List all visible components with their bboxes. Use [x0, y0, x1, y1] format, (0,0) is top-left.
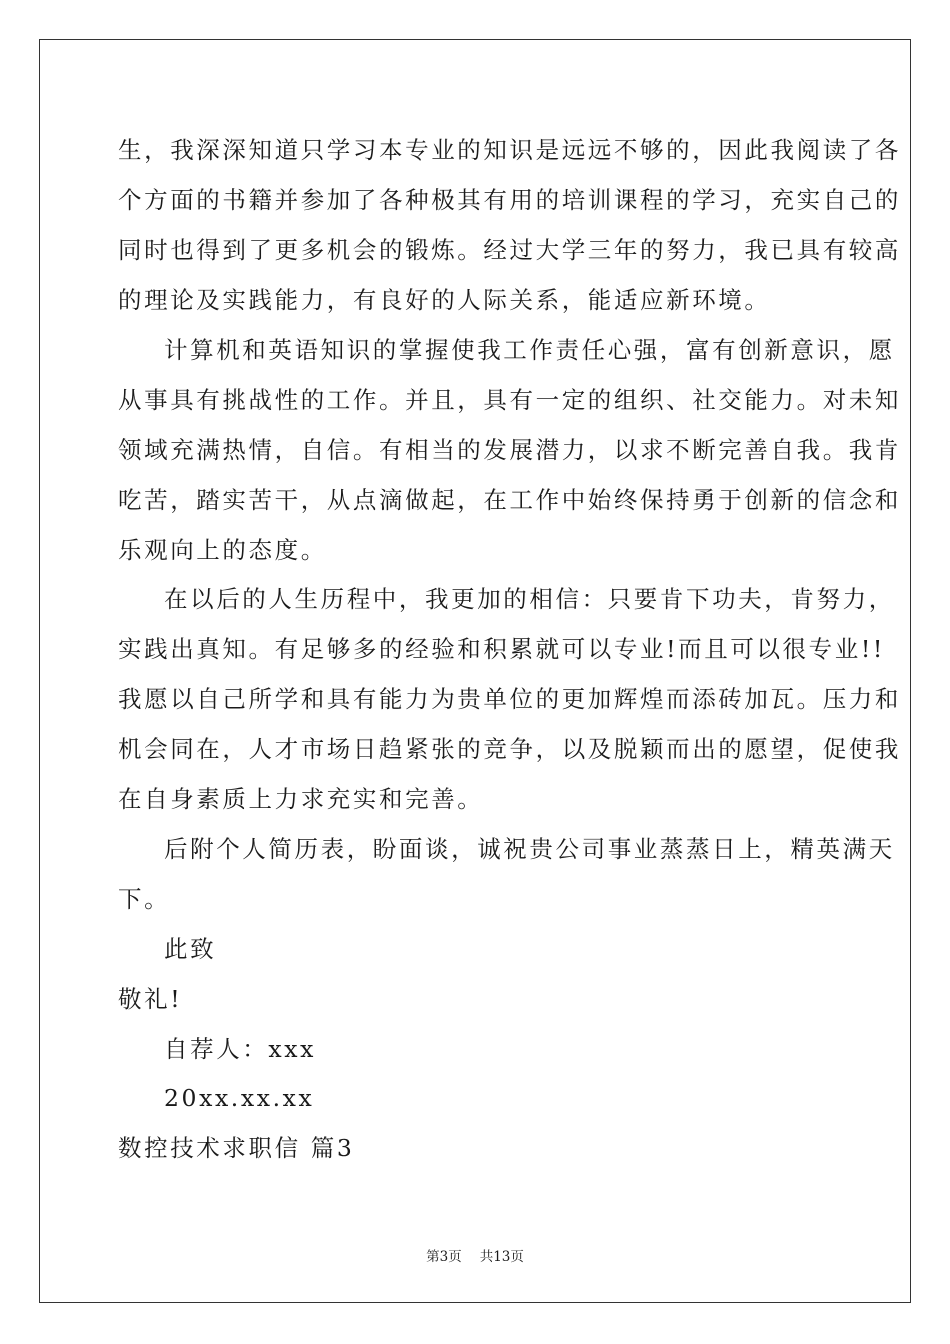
paragraph-line: 在以后的人生历程中，我更加的相信：只要肯下功夫，肯努力，	[164, 585, 895, 613]
date-line: 20xx.xx.xx	[164, 1084, 315, 1112]
paragraph-line: 生，我深深知道只学习本专业的知识是远远不够的，因此我阅读了各	[118, 136, 901, 164]
paragraph-line: 下。	[118, 885, 171, 913]
paragraph-line: 后附个人简历表，盼面谈，诚祝贵公司事业蒸蒸日上，精英满天	[164, 835, 895, 863]
paragraph-line: 个方面的书籍并参加了各种极其有用的培训课程的学习，充实自己的	[118, 186, 901, 214]
paragraph-line: 从事具有挑战性的工作。并且，具有一定的组织、社交能力。对未知	[118, 386, 901, 414]
closing-line: 敬礼!	[118, 985, 183, 1013]
paragraph-line: 同时也得到了更多机会的锻炼。经过大学三年的努力，我已具有较高	[118, 236, 901, 264]
paragraph-line: 在自身素质上力求充实和完善。	[118, 785, 484, 813]
paragraph-line: 的理论及实践能力，有良好的人际关系，能适应新环境。	[118, 286, 771, 314]
paragraph-line: 实践出真知。有足够多的经验和积累就可以专业!而且可以很专业!!	[118, 635, 885, 663]
page-border	[39, 39, 911, 1303]
page-footer	[0, 1245, 950, 1265]
paragraph-line: 我愿以自己所学和具有能力为贵单位的更加辉煌而添砖加瓦。压力和	[118, 685, 901, 713]
paragraph-line: 吃苦，踏实苦干，从点滴做起，在工作中始终保持勇于创新的信念和	[118, 486, 901, 514]
section-heading: 数控技术求职信 篇3	[118, 1134, 355, 1162]
paragraph-line: 计算机和英语知识的掌握使我工作责任心强，富有创新意识，愿	[164, 336, 895, 364]
paragraph-line: 领域充满热情，自信。有相当的发展潜力，以求不断完善自我。我肯	[118, 436, 901, 464]
page-total: 共13页	[479, 1249, 524, 1265]
page-number: 第3页	[426, 1249, 462, 1265]
salutation-line: 此致	[164, 935, 217, 963]
signature-line: 自荐人：xxx	[164, 1035, 316, 1063]
paragraph-line: 机会同在，人才市场日趋紧张的竞争，以及脱颖而出的愿望，促使我	[118, 735, 901, 763]
paragraph-line: 乐观向上的态度。	[118, 536, 327, 564]
